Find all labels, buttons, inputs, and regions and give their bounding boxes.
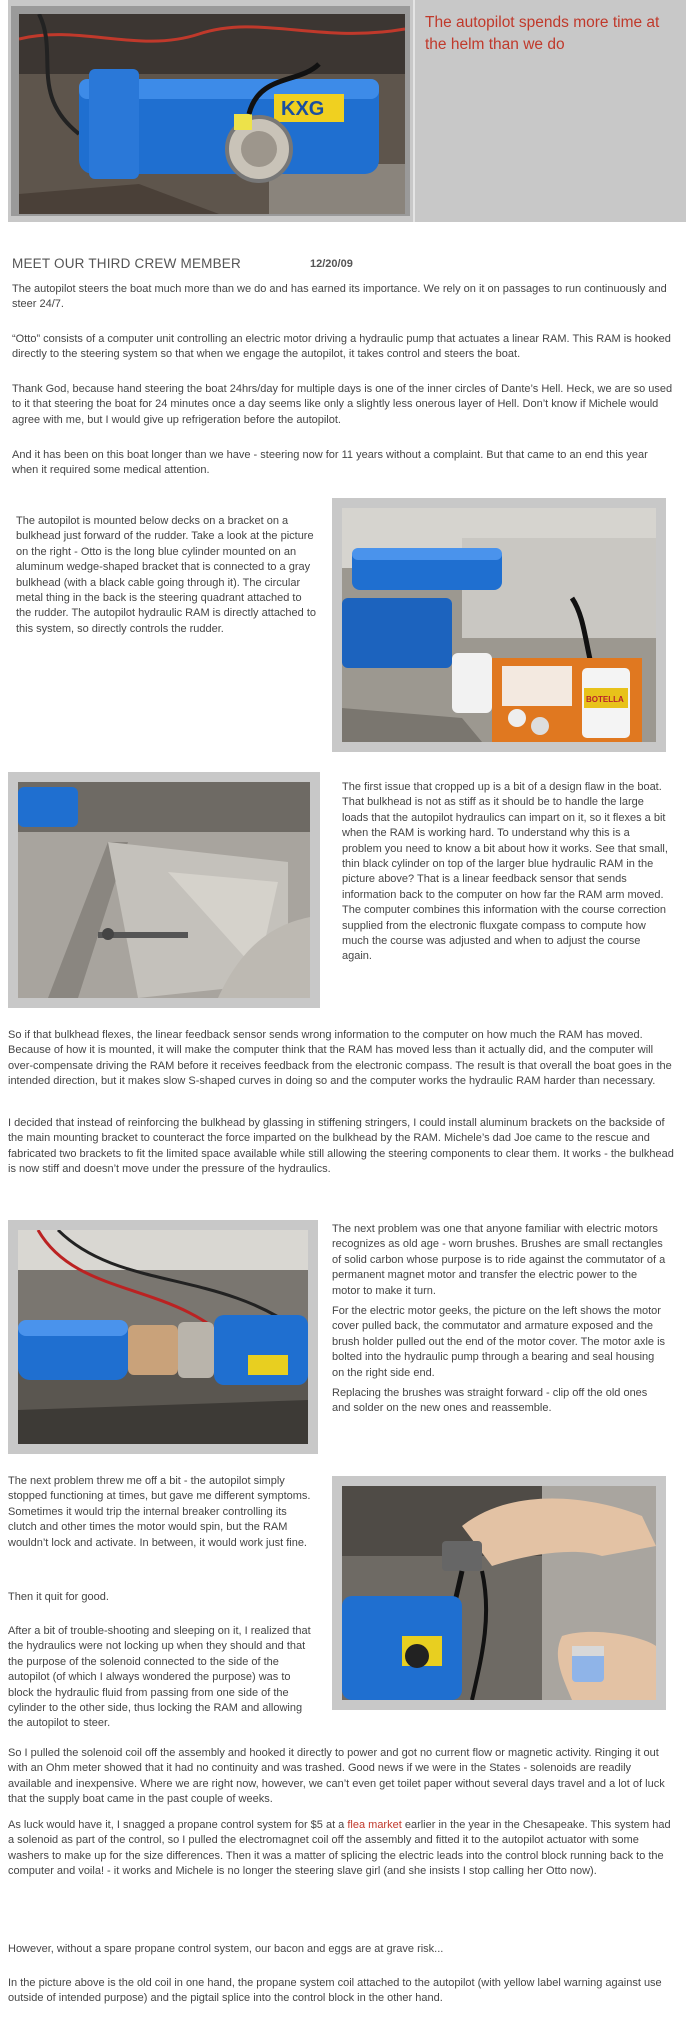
motor-brushes-photo xyxy=(18,1230,308,1444)
ram-brand-label: KXG xyxy=(281,98,325,120)
paragraph-7: So if that bulkhead flexes, the linear feedback sensor sends wrong information to the computer on how much the RAM has moved. Because of how it is mounted, it will make the computer think that the RAM has moved less than it actually did, and the computer will over-compensate driving the RAM before it receives feedback from the electronic compass. The result is that overall the boat goes in the intended direction, but it makes slow S-shaped curves in doing so and the computer works the hydraulic RAM harder than necessary. xyxy=(8,1029,672,1088)
paragraph-6: The first issue that cropped up is a bit of a design flaw in the boat. That bulkhead is not as stiff as it should be to handle the large loads that the autopilot hydraulics can impart on it, so it flexes a bit when the RAM is working hard. To understand why this is a problem you need to know a bit about how it works. See that small, thin black cylinder on top of the larger blue hydraulic RAM in the picture above? That is a linear feedback sensor that sends information back to the computer on how far the RAM arm moved. The computer combines this information with the course correction supplied from the electronic fluxgate compass to compute how much the course was adjusted and when to adjust the course again. xyxy=(342,781,668,963)
paragraph-14: After a bit of trouble-shooting and sleeping on it, I realized that the hydraulics were not locking up when they should and that the purpose of the solenoid connected to the side of the autopilot (of which I always wondered the purpose) was to block the hydraulic fluid from passing from one side of the cylinder to the other side, thus locking the RAM and allowing the autopilot to steer. xyxy=(8,1625,311,1730)
header-divider xyxy=(413,0,415,222)
paragraph-18: In the picture above is the old coil in one hand, the propane system coil attached to the autopilot (with yellow label warning against use outside of intended purpose) and the pigtail splice into the control block in the other hand. xyxy=(8,1977,662,2005)
paragraph-5: The autopilot is mounted below decks on a bracket on a bulkhead just forward of the rudder. Take a look at the picture on the right - Otto is the long blue cylinder mounted on an aluminum wedge-shaped bracket that is connected to a gray bulkhead (with a black cable going through it). The circular metal thing in the back is the steering quadrant attached to the rudder. The autopilot hydraulic RAM is directly attached to this system, so directly controls the rudder. xyxy=(16,515,317,635)
paragraph-9: The next problem was one that anyone familiar with electric motors recognizes as old age - worn brushes. Brushes are small rectangles of solid carbon whose purpose is to ride against the commutator of a permanent magnet motor and transfer the electric power to the motor to make it turn. xyxy=(332,1223,666,1297)
paragraph-17: However, without a spare propane control system, our bacon and eggs are at grave risk... xyxy=(8,1943,444,1955)
paragraph-4: And it has been on this boat longer than we have - steering now for 11 years without a complaint. But that came to an end this year when it required some medical attention. xyxy=(12,449,648,477)
paragraph-16 xyxy=(8,1818,674,1880)
paragraph-3: Thank God, because hand steering the boat 24hrs/day for multiple days is one of the inner circles of Dante’s Hell. Heck, we are so used to it that steering the boat for 24 minutes once a day seems like only a slightly less onerous layer of Hell. Don’t know if Michele would agree with me, but I would give up refrigeration before the autopilot. xyxy=(12,383,673,426)
article-date: 12/20/09 xyxy=(310,258,353,270)
paragraph-10: For the electric motor geeks, the picture on the left shows the motor cover pulled back, the commutator and armature exposed and the brush holder pulled out the end of the motor cover. The motor axle is bolted into the hydraulic pump through a bearing and seal housing on the right side end. xyxy=(332,1305,666,1379)
paragraph-15: So I pulled the solenoid coil off the assembly and hooked it directly to power and got no current flow or magnetic activity. Ringing it out with an Ohm meter showed that it had no continuity and was trashed. Good news if we were in the States - solenoids are readily available and inexpensive. Where we are right now, however, we can’t even get toilet paper without several days travel and a lot of luck that the supply boat came in the past couple of weeks. xyxy=(8,1747,665,1806)
header-tagline: The autopilot spends more time at the helm than we do xyxy=(425,14,660,53)
header-banner xyxy=(8,0,686,222)
flea-market-link[interactable]: flea market xyxy=(347,1819,402,1831)
paragraph-11: Replacing the brushes was straight forward - clip off the old ones and solder on the new ones and reassemble. xyxy=(332,1387,648,1415)
bottle-label: BOTELLA xyxy=(586,695,624,704)
bulkhead-photo xyxy=(18,782,310,998)
paragraph-13: Then it quit for good. xyxy=(8,1591,109,1603)
paragraph-8: I decided that instead of reinforcing the bulkhead by glassing in stiffening stringers, I could install aluminum brackets on the backside of the main mounting bracket to counteract the force imparted on the bulkhead by the RAM. Michele’s dad Joe came to the rescue and fabricated two brackets to fit the limited space available while still allowing the steering components to clear them. It works - the bulkhead is now stiff and doesn’t move under the pressure of the hydraulics. xyxy=(8,1117,674,1176)
article-heading: MEET OUR THIRD CREW MEMBER xyxy=(12,256,241,271)
paragraph-2: “Otto” consists of a computer unit controlling an electric motor driving a hydraulic pump that actuates a linear RAM. This RAM is hooked directly to the steering system so that when we engage the autopilot, it takes control and steers the boat. xyxy=(12,333,671,361)
autopilot-header-photo xyxy=(19,14,405,214)
paragraph-12: The next problem threw me off a bit - the autopilot simply stopped functioning at times, but gave me different symptoms. Sometimes it would trip the internal breaker controlling its clutch and other times the motor would spin, but the RAM wouldn’t lock and activate. In between, it would work just fine. xyxy=(8,1475,311,1549)
paragraph-16-start: As luck would have it, I snagged a propane control system for $5 at a xyxy=(8,1819,348,1831)
autopilot-mount-photo xyxy=(342,508,656,742)
paragraph-16-end: earlier in the year in the Chesapeake. This system had a solenoid as part of the control, so I pulled the electromagnet coil off the assembly and fitted it to the autopilot actuator with some washers to make up for the size differences. Then it was a matter of splicing the electric leads into the control block running back to the computer and voila! - it works and Michele is no longer the steering slave girl (and she insists I stop calling her Otto now). xyxy=(8,1819,671,1878)
solenoid-coil-photo xyxy=(342,1486,656,1700)
paragraph-1: The autopilot steers the boat much more than we do and has earned its importance. We rely on it on passages to run continuously and steer 24/7. xyxy=(12,283,667,311)
